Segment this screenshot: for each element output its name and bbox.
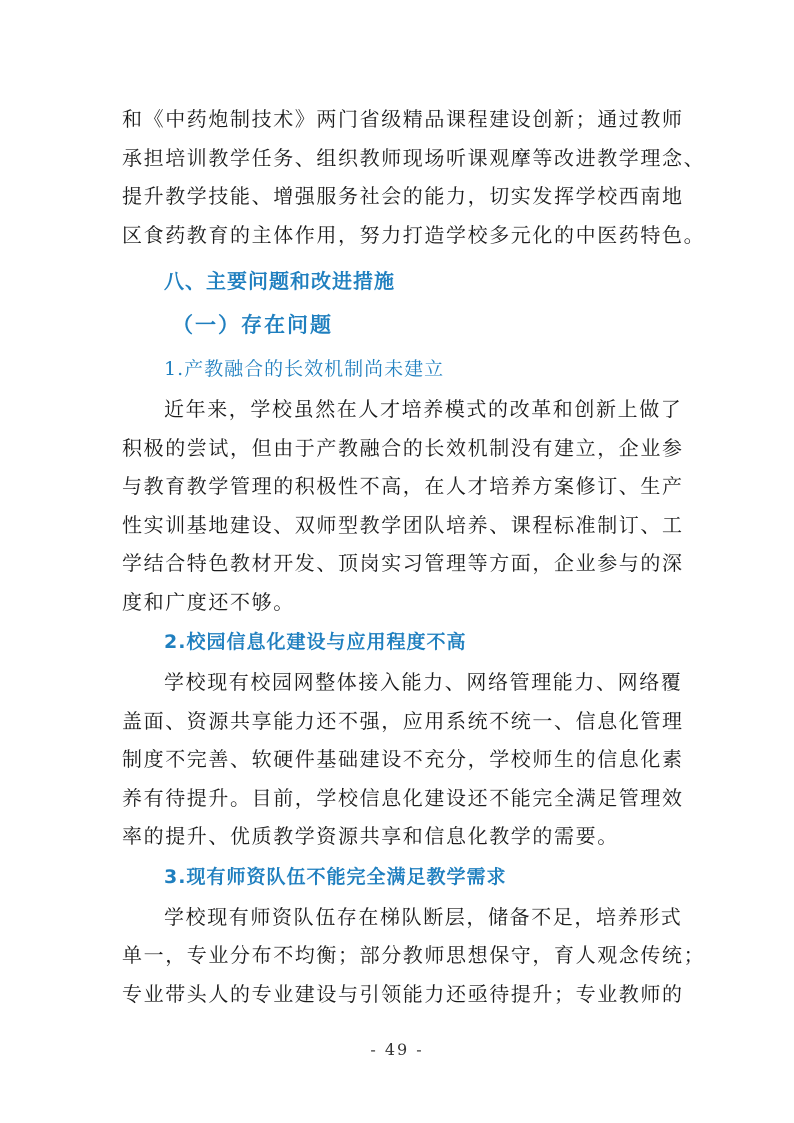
paragraph-line: 提升教学技能、增强服务社会的能力，切实发挥学校西南地 (122, 184, 684, 208)
paragraph-line: 度和广度还不够。 (122, 589, 295, 614)
item-heading-1: 1.产教融合的长效机制尚未建立 (164, 358, 445, 380)
paragraph-line: 单一，专业分布不均衡；部分教师思想保守，育人观念传统； (122, 943, 706, 967)
document-page (122, 100, 706, 1013)
paragraph-line: 专业带头人的专业建设与引领能力还亟待提升；专业教师的 (122, 981, 684, 1006)
paragraph-line: 区食药教育的主体作用，努力打造学校多元化的中医药特色。 (122, 222, 706, 247)
paragraph-line: 承担培训教学任务、组织教师现场听课观摩等改进教学理念、 (122, 145, 706, 170)
paragraph-line: 率的提升、优质教学资源共享和信息化教学的需要。 (122, 824, 619, 848)
paragraph-line: 与教育教学管理的积极性不高，在人才培养方案修订、生产 (122, 474, 684, 498)
section-heading: 八、主要问题和改进措施 (164, 269, 395, 293)
item-heading-2: 2.校园信息化建设与应用程度不高 (164, 631, 467, 653)
page-number: - 49 - (370, 1040, 424, 1059)
paragraph-line: 盖面、资源共享能力还不强，应用系统不统一、信息化管理 (122, 708, 684, 733)
paragraph-line: 学校现有师资队伍存在梯队断层，储备不足，培养形式 (164, 904, 683, 929)
item1-paragraph (122, 390, 682, 621)
paragraph-line: 学结合特色教材开发、顶岗实习管理等方面，企业参与的深 (122, 551, 684, 575)
item-heading-3: 3.现有师资队伍不能完全满足教学需求 (164, 865, 507, 888)
paragraph-line: 学校现有校园网整体接入能力、网络管理能力、网络覆 (164, 670, 683, 694)
paragraph-line: 制度不完善、软硬件基础建设不充分，学校师生的信息化素 (122, 747, 684, 771)
paragraph-line: 性实训基地建设、双师型教学团队培养、课程标准制订、工 (122, 512, 684, 537)
item3-paragraph (122, 898, 706, 1014)
paragraph-line: 和《中药炮制技术》两门省级精品课程建设创新；通过教师 (122, 107, 684, 131)
paragraph-line: 近年来，学校虽然在人才培养模式的改革和创新上做了 (164, 397, 683, 421)
paragraph-line: 养有待提升。目前，学校信息化建设还不能完全满足管理效 (122, 785, 684, 810)
paragraph-line: 积极的尝试，但由于产教融合的长效机制没有建立，企业参 (122, 435, 684, 460)
intro-paragraph (122, 100, 706, 254)
item2-paragraph (122, 663, 682, 856)
subsection-heading: （一）存在问题 (172, 313, 333, 337)
